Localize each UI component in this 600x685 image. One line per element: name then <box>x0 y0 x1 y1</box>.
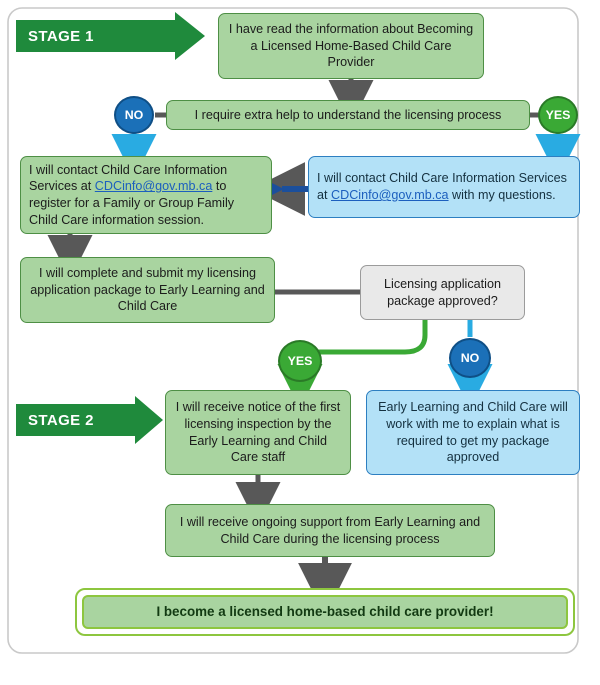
node-read-information <box>218 13 484 79</box>
stage-2-text: STAGE 2 <box>28 411 94 429</box>
node-first-inspection-text: I will receive notice of the first licensing inspection by the Early Learning and Child Care staff <box>175 400 341 465</box>
node-read-information-text: I have read the information about Becoming a Licensed Home-Based Child Care Provider <box>228 22 474 70</box>
badge-no-approved-text: NO <box>460 351 480 365</box>
node-contact-register <box>20 156 272 234</box>
node-contact-register-pre: I will contact Child Care Information Services at <box>29 162 228 194</box>
node-submit-application-text: I will complete and submit my licensing application package to Early Learning and Child Care <box>30 266 265 314</box>
node-ongoing-support-text: I will receive ongoing support from Early Learning and Child Care during the licensing process <box>179 514 481 546</box>
final-outcome-frame <box>75 588 575 636</box>
node-first-inspection <box>165 390 351 475</box>
badge-no-approved <box>449 338 491 378</box>
email-link-cdcinfo-register[interactable]: CDCinfo@gov.mb.ca <box>94 179 213 194</box>
node-approval-decision <box>360 265 525 320</box>
node-require-extra-help <box>166 100 530 130</box>
stage-1-text: STAGE 1 <box>28 27 94 45</box>
node-contact-questions-text <box>317 170 571 203</box>
badge-yes-extra-help-text: YES <box>545 108 571 122</box>
stage-2-label <box>16 404 138 436</box>
node-contact-questions <box>308 156 580 218</box>
node-final-outcome-text: I become a licensed home-based child care provider! <box>156 604 494 620</box>
node-contact-register-text <box>29 162 263 228</box>
badge-no-extra-help <box>114 96 154 134</box>
node-contact-register-post: to register for a Family or Group Family Child Care information session. <box>29 179 235 227</box>
email-link-cdcinfo-questions[interactable]: CDCinfo@gov.mb.ca <box>331 188 449 202</box>
node-ongoing-support <box>165 504 495 557</box>
node-contact-questions-pre: I will contact Child Care Information Services at <box>317 171 567 202</box>
node-require-extra-help-text: I require extra help to understand the licensing process <box>194 107 502 122</box>
badge-yes-approved-text: YES <box>287 354 313 368</box>
node-explain-requirements-text: Early Learning and Child Care will work with me to explain what is required to get my package approved <box>378 400 568 465</box>
badge-yes-extra-help <box>538 96 578 134</box>
node-submit-application <box>20 257 275 323</box>
badge-yes-approved <box>278 340 322 382</box>
node-explain-requirements <box>366 390 580 475</box>
node-final-outcome <box>82 595 568 629</box>
node-approval-decision-text: Licensing application package approved? <box>384 276 501 308</box>
badge-no-extra-help-text: NO <box>124 108 144 122</box>
node-contact-questions-post: with my questions. <box>448 188 556 202</box>
stage-1-label <box>16 20 176 52</box>
